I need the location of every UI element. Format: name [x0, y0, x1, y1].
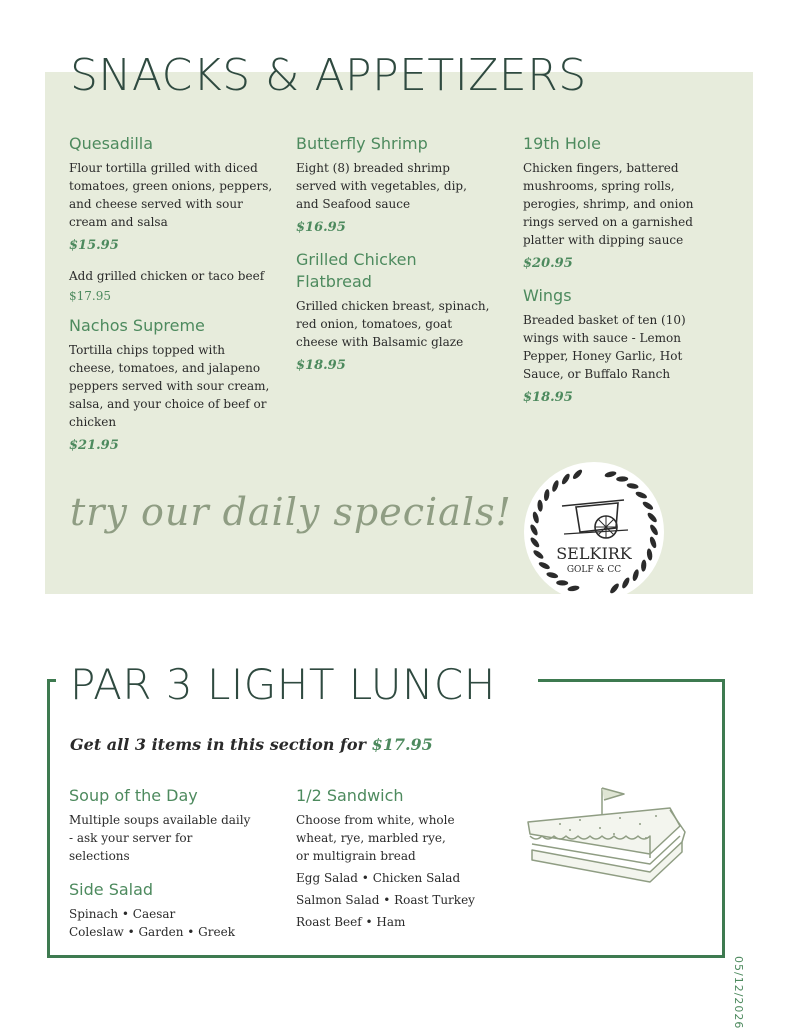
wreath-leaf [641, 559, 647, 571]
salad-line-2: Coleslaw • Garden • Greek [69, 925, 235, 939]
wreath-leaf [538, 561, 551, 571]
flatbread-description: Grilled chicken breast, spinach, red onion, tomatoes, goat cheese with Balsamic glaze [296, 299, 490, 349]
quesadilla-addon-price: $17.95 [69, 289, 111, 303]
wreath-leaf [616, 476, 628, 482]
wreath-leaf [571, 468, 583, 480]
logo-name: SELKIRK [556, 544, 632, 563]
lunch-offer-text: Get all 3 items in this section for [70, 735, 366, 754]
wreath-leaf [529, 523, 539, 536]
wreath-cart-logo-icon [524, 462, 664, 602]
sandwich-illustration [520, 780, 695, 890]
shrimp-name: Butterfly Shrimp [296, 134, 428, 153]
lunch-column-2 [296, 785, 486, 931]
wings-description: Breaded basket of ten (10) wings with sauce - Lemon Pepper, Honey Garlic, Hot Sauce, or Buffalo Ranch [523, 313, 686, 381]
nachos-description: Tortilla chips topped with cheese, tomatoes, and jalapeno peppers served with sour cream, salsa, and your choice of beef or chicken [69, 343, 270, 429]
wings-price: $18.95 [523, 390, 573, 405]
sandwich-line-3: Roast Beef • Ham [296, 915, 406, 929]
nineteenth-hole-price: $20.95 [523, 256, 573, 271]
print-date: 05/12/2026 [732, 956, 745, 1029]
quesadilla-addon: Add grilled chicken or taco beef [69, 269, 265, 283]
wreath-leaf [537, 500, 543, 512]
snacks-column-1 [69, 133, 274, 467]
wreath-leaf [646, 548, 653, 561]
sandwich-description: Choose from white, whole wheat, rye, marbled rye, or multigrain bread [296, 813, 455, 863]
logo-subtitle: GOLF & CC [566, 565, 622, 575]
wreath-leaf [532, 549, 545, 560]
wreath-leaf [546, 571, 559, 579]
sandwich-line-2: Salmon Salad • Roast Turkey [296, 893, 475, 907]
sandwich-icon [520, 780, 695, 890]
wreath-leaf [529, 536, 541, 549]
wreath-leaf [604, 470, 617, 478]
salad-line-1: Spinach • Caesar [69, 907, 176, 921]
daily-specials-text: try our daily specials! [70, 490, 512, 534]
sandwich-name: 1/2 Sandwich [296, 786, 404, 805]
wreath-leaf [646, 511, 658, 523]
sandwich-line-1: Egg Salad • Chicken Salad [296, 871, 461, 885]
wreath-leaf [626, 482, 639, 489]
club-logo [524, 462, 664, 602]
soup-name: Soup of the Day [69, 786, 198, 805]
lunch-offer [70, 735, 433, 754]
shrimp-description: Eight (8) breaded shrimp served with vegetables, dip, and Seafood sauce [296, 161, 467, 211]
wreath-leaf [635, 490, 648, 499]
nachos-name: Nachos Supreme [69, 316, 205, 335]
lunch-offer-price: $17.95 [371, 735, 433, 754]
quesadilla-price: $15.95 [69, 238, 119, 253]
lunch-column-1 [69, 785, 269, 941]
wings-name: Wings [523, 286, 572, 305]
wreath-leaf [543, 489, 550, 502]
wreath-leaf [649, 536, 658, 549]
wreath-leaf [641, 500, 654, 511]
flatbread-price: $18.95 [296, 358, 346, 373]
wreath-leaf [556, 580, 568, 586]
wreath-leaf [632, 569, 640, 582]
snacks-column-3 [523, 133, 723, 419]
soup-description: Multiple soups available daily - ask your server for selections [69, 813, 251, 863]
lunch-section-title: PAR 3 LIGHT LUNCH [70, 660, 496, 709]
wreath-leaf [532, 511, 540, 524]
wreath-leaf [551, 479, 560, 492]
wreath-leaf [567, 585, 580, 592]
wreath-leaf [560, 473, 571, 486]
shrimp-price: $16.95 [296, 220, 346, 235]
quesadilla-description: Flour tortilla grilled with diced tomatoes, green onions, peppers, and cheese served with sour cream and salsa [69, 161, 273, 229]
flatbread-name: Grilled Chicken Flatbread [296, 250, 417, 291]
salad-name: Side Salad [69, 880, 154, 899]
wreath-leaf [609, 582, 621, 595]
wreath-leaf [649, 523, 660, 536]
nachos-price: $21.95 [69, 438, 119, 453]
quesadilla-name: Quesadilla [69, 134, 154, 153]
snacks-column-2 [296, 133, 490, 387]
wreath-leaf [621, 576, 631, 589]
nineteenth-hole-name: 19th Hole [523, 134, 601, 153]
snacks-section-title: SNACKS & APPETIZERS [70, 50, 587, 101]
nineteenth-hole-description: Chicken fingers, battered mushrooms, spring rolls, perogies, shrimp, and onion rings served on a garnished platter with dipping sauce [523, 161, 694, 247]
